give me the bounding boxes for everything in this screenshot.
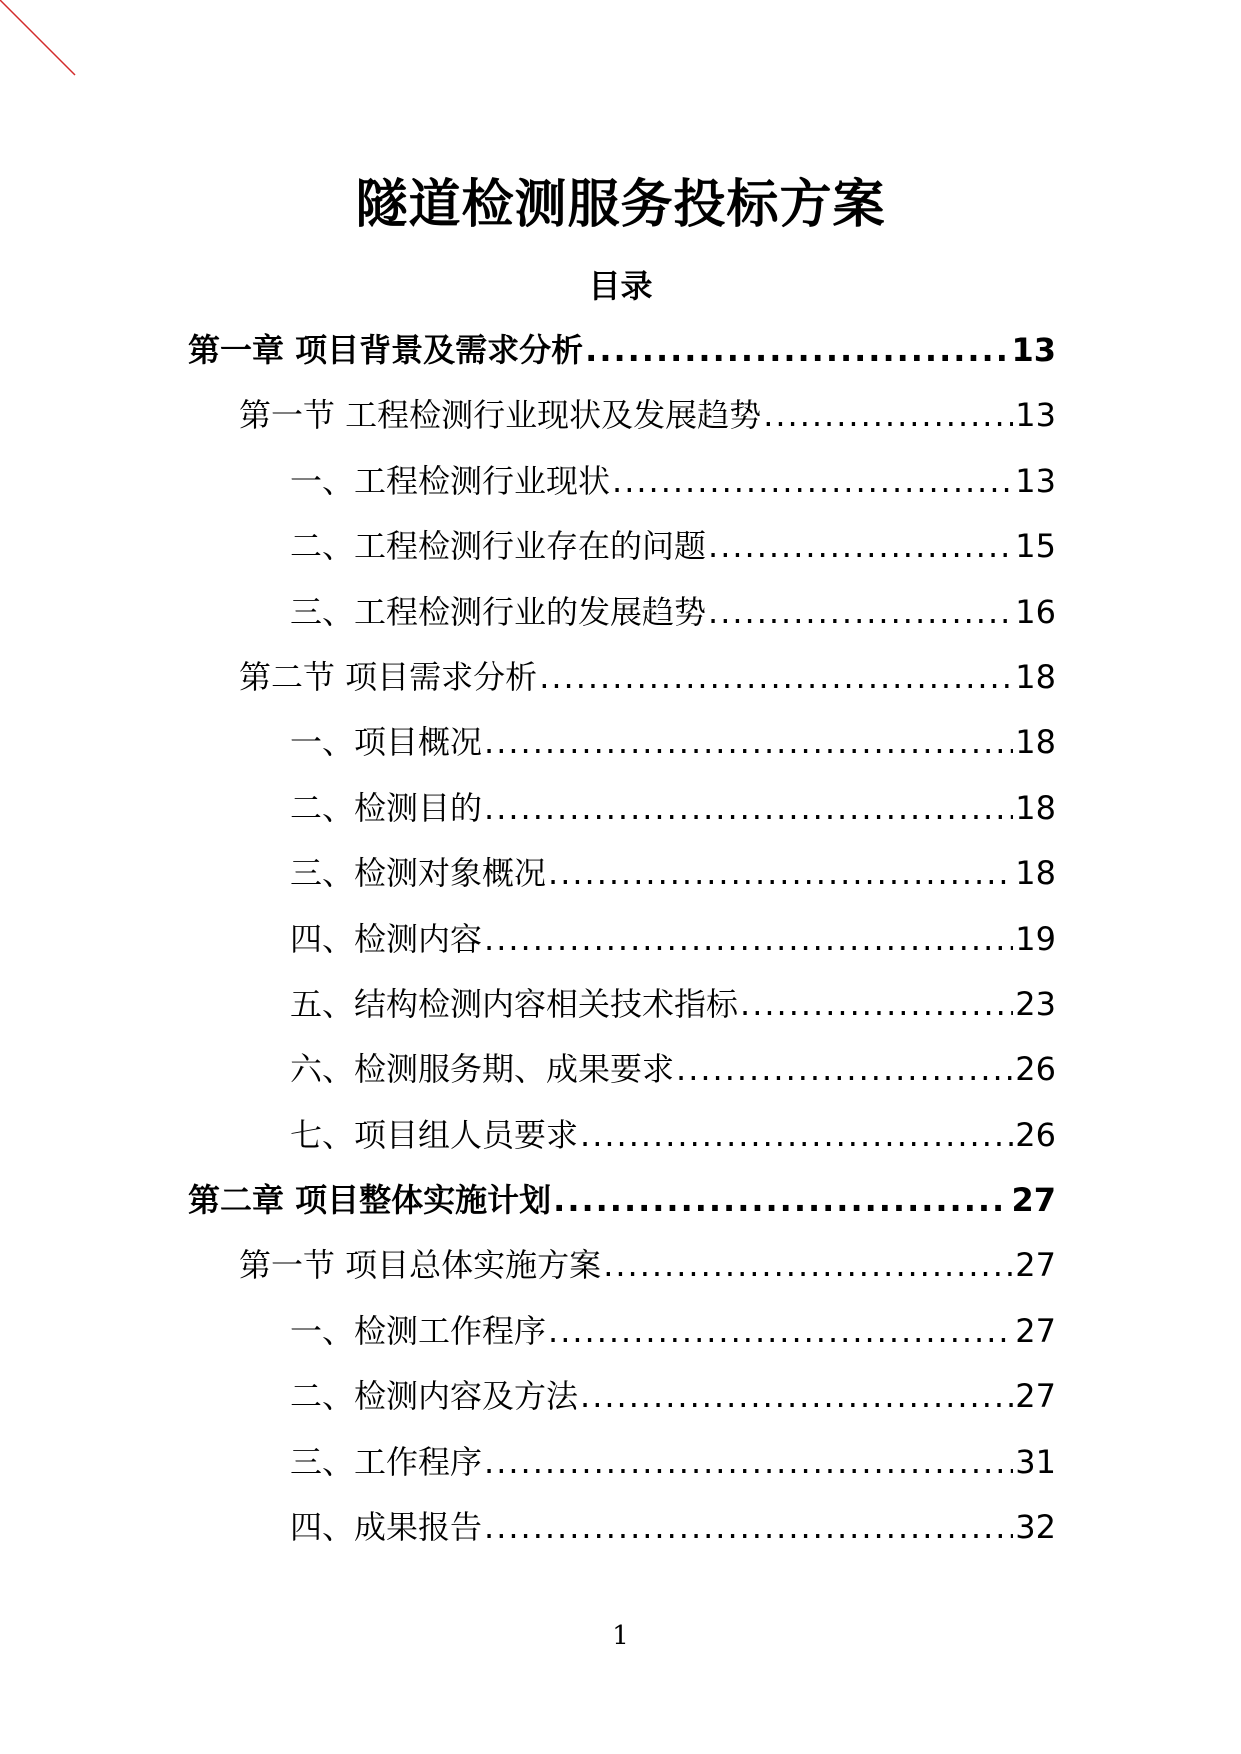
toc-entry-label: 二、检测内容及方法 — [290, 1377, 579, 1416]
toc-entry-page: 26 — [1015, 1050, 1056, 1089]
toc-entry-page: 27 — [1015, 1311, 1056, 1350]
toc-entry-label: 一、检测工作程序 — [290, 1311, 547, 1350]
toc-entry-page: 13 — [1015, 461, 1056, 500]
toc-entry[interactable] — [0, 1111, 1241, 1176]
toc-entry-label: 第二节 项目需求分析 — [239, 657, 538, 696]
toc-entry-label: 七、项目组人员要求 — [290, 1115, 579, 1154]
toc-leader-dots — [580, 1372, 1013, 1420]
toc-entry[interactable] — [0, 653, 1241, 718]
toc-leader-dots — [548, 849, 1013, 897]
document-title: 隧道检测服务投标方案 — [355, 175, 886, 235]
toc-entry[interactable] — [0, 980, 1241, 1045]
toc-entry[interactable] — [0, 849, 1241, 914]
toc-entry-label: 五、结构检测内容相关技术指标 — [290, 984, 739, 1023]
toc-entry[interactable] — [0, 718, 1241, 783]
toc-entry[interactable] — [0, 1503, 1241, 1568]
toc-entry-page: 13 — [1015, 396, 1056, 435]
toc-entry-page: 27 — [1011, 1181, 1056, 1220]
toc-entry[interactable] — [0, 326, 1241, 391]
toc-entry-page: 18 — [1015, 657, 1056, 696]
toc-leader-dots — [740, 980, 1013, 1028]
toc-entry[interactable] — [0, 1176, 1241, 1241]
toc-entry-label: 三、工作程序 — [290, 1442, 483, 1481]
toc-entry-page: 16 — [1015, 592, 1056, 631]
toc-entry-page: 31 — [1015, 1442, 1056, 1481]
toc-heading: 目录 — [588, 267, 653, 305]
toc-entry[interactable] — [0, 1307, 1241, 1372]
toc-entry-label: 四、检测内容 — [290, 919, 483, 958]
toc-entry-page: 32 — [1015, 1508, 1056, 1547]
toc-entry-page: 18 — [1015, 854, 1056, 893]
toc-entry-page: 23 — [1015, 984, 1056, 1023]
toc-entry-label: 二、工程检测行业存在的问题 — [290, 527, 707, 566]
toc-entry-page: 19 — [1015, 919, 1056, 958]
toc-leader-dots — [548, 1307, 1013, 1355]
toc-entry-label: 四、成果报告 — [290, 1508, 483, 1547]
toc-entry-label: 一、项目概况 — [290, 723, 483, 762]
toc-entry[interactable] — [0, 588, 1241, 653]
toc-entry[interactable] — [0, 915, 1241, 980]
toc-entry-page: 26 — [1015, 1115, 1056, 1154]
toc-entry[interactable] — [0, 784, 1241, 849]
toc-entry-label: 第一节 项目总体实施方案 — [239, 1246, 602, 1285]
toc-entry[interactable] — [0, 1438, 1241, 1503]
toc-entry[interactable] — [0, 1045, 1241, 1110]
toc-entry-label: 第二章 项目整体实施计划 — [188, 1181, 552, 1220]
toc-entry-page: 27 — [1015, 1246, 1056, 1285]
toc-entry-page: 13 — [1011, 331, 1056, 369]
toc-entry-label: 二、检测目的 — [290, 788, 483, 827]
toc-entry-label: 一、工程检测行业现状 — [290, 461, 611, 500]
toc-leader-dots — [484, 784, 1013, 832]
toc-leader-dots — [484, 915, 1013, 963]
toc-entry-page: 15 — [1015, 527, 1056, 566]
corner-crop-mark — [0, 0, 80, 80]
toc-leader-dots — [484, 718, 1013, 766]
toc-leader-dots — [603, 1241, 1013, 1289]
toc-entry-label: 三、检测对象概况 — [290, 854, 547, 893]
toc-leader-dots — [553, 1176, 1009, 1224]
toc-entry-page: 27 — [1015, 1377, 1056, 1416]
toc-entry-page: 18 — [1015, 788, 1056, 827]
toc-leader-dots — [484, 1503, 1013, 1551]
toc-entry[interactable] — [0, 1372, 1241, 1437]
toc-leader-dots — [585, 326, 1009, 374]
toc-leader-dots — [580, 1111, 1013, 1159]
toc-entry[interactable] — [0, 1241, 1241, 1306]
toc-entry-label: 三、工程检测行业的发展趋势 — [290, 592, 707, 631]
toc-leader-dots — [612, 457, 1013, 505]
toc-leader-dots — [676, 1045, 1013, 1093]
toc-entry-label: 第一章 项目背景及需求分析 — [188, 331, 584, 369]
toc-entry-label: 第一节 工程检测行业现状及发展趋势 — [239, 396, 762, 435]
toc-leader-dots — [484, 1438, 1013, 1486]
toc-entry[interactable] — [0, 391, 1241, 456]
toc-entry-label: 六、检测服务期、成果要求 — [290, 1050, 675, 1089]
table-of-contents — [0, 326, 1241, 1568]
toc-leader-dots — [539, 653, 1013, 701]
toc-leader-dots — [708, 588, 1013, 636]
toc-leader-dots — [708, 522, 1013, 570]
toc-entry[interactable] — [0, 522, 1241, 587]
toc-entry[interactable] — [0, 457, 1241, 522]
toc-entry-page: 18 — [1015, 723, 1056, 762]
page-number: 1 — [612, 1621, 629, 1651]
toc-leader-dots — [763, 391, 1013, 439]
